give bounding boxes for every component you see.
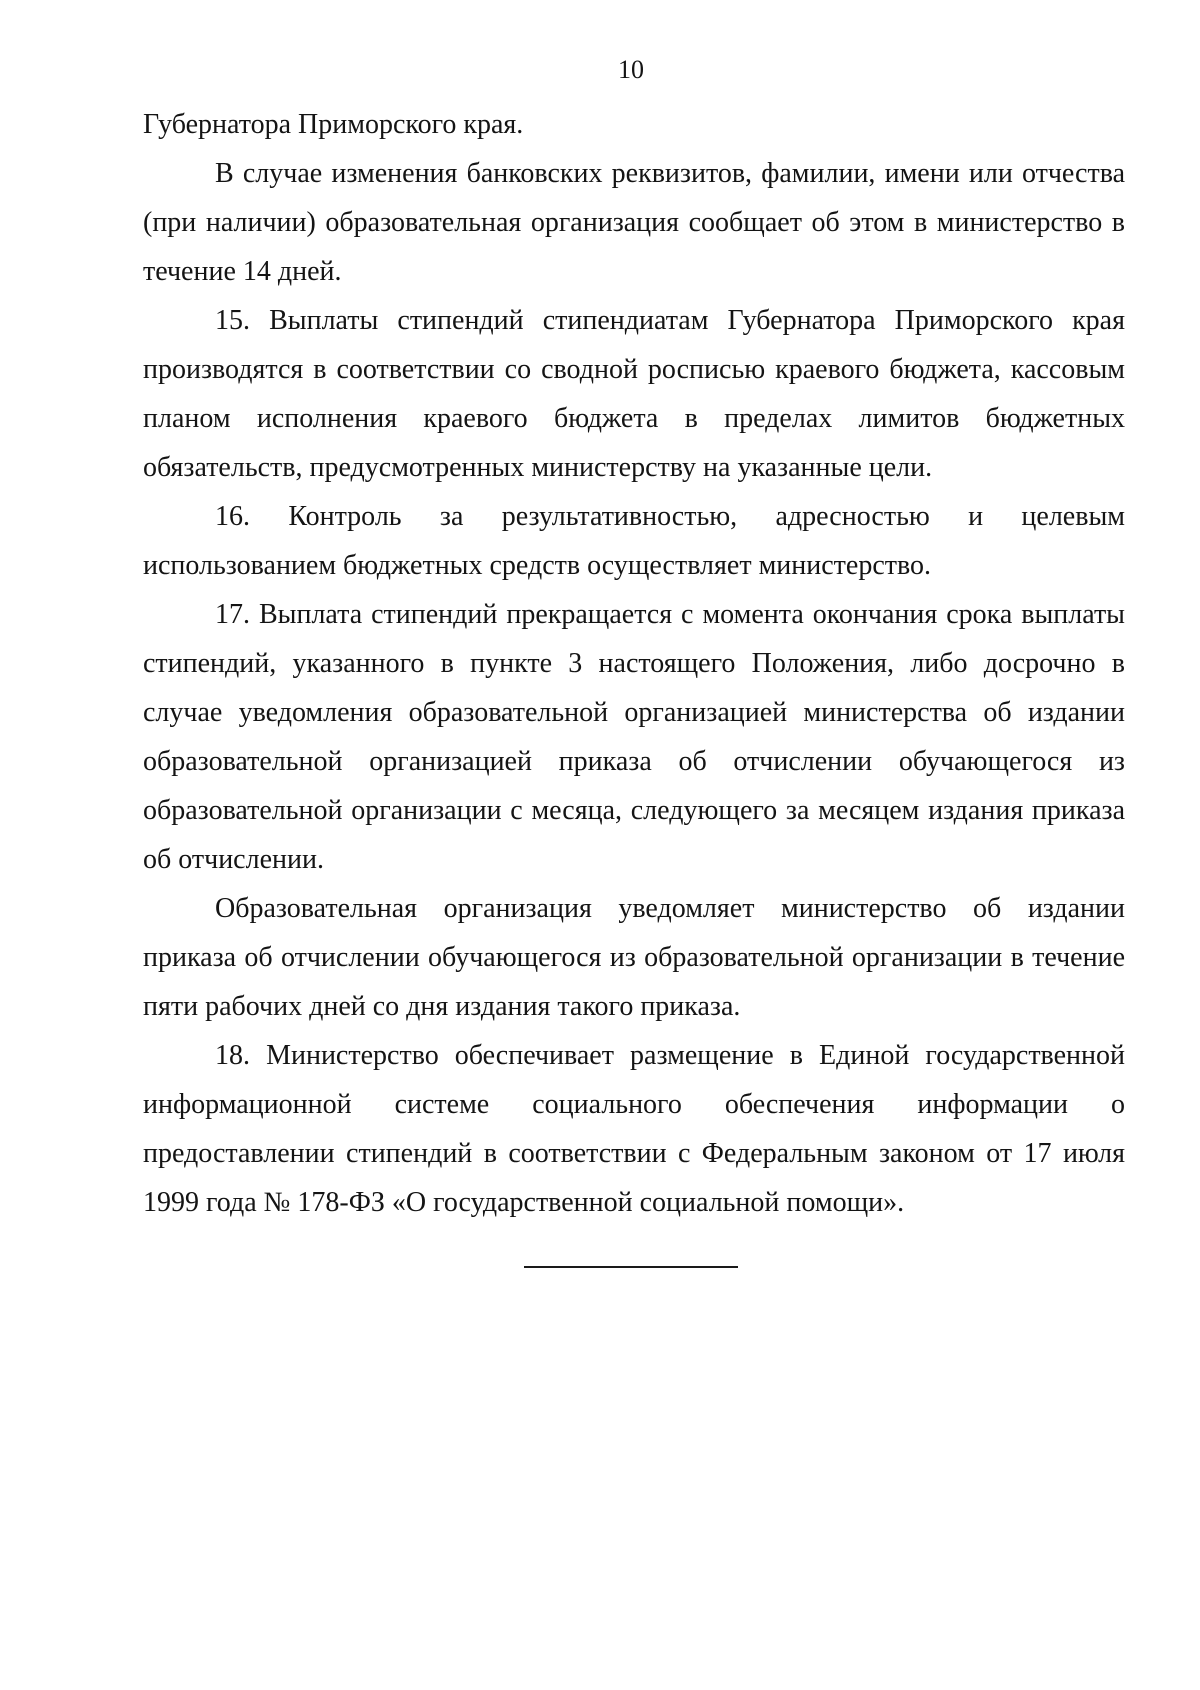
paragraph-18-egisso: 18. Министерство обеспечивает размещение в Единой государственной информационной системе социального обеспечения информации о предоставлении стипендий в соответствии с Федеральным законом от 17 июля 1999 года № 178-ФЗ «О государственной социальной помощи». [143,1040,1125,1218]
paragraph-15-payments: 15. Выплаты стипендий стипендиатам Губернатора Приморского края производятся в соответствии со сводной росписью краевого бюджета, кассовым планом исполнения краевого бюджета в пределах лимитов бюджетных обязательств, предусмотренных министерству на указанные цели. [143,305,1125,483]
paragraph-16-control: 16. Контроль за результативностью, адресностью и целевым использованием бюджетных средств осуществляет министерство. [143,501,1125,581]
document-body [143,100,1125,1227]
paragraph-bank-details-change: В случае изменения банковских реквизитов, фамилии, имени или отчества (при наличии) образовательная организация сообщает об этом в министерство в течение 14 дней. [143,158,1125,287]
page-number: 10 [618,55,644,84]
paragraph-continuation: Губернатора Приморского края. [143,109,524,140]
end-of-document-rule [524,1266,738,1268]
paragraph-notification: Образовательная организация уведомляет министерство об издании приказа об отчислении обучающегося из образовательной организации в течение пяти рабочих дней со дня издания такого приказа. [143,893,1125,1022]
paragraph-17-termination: 17. Выплата стипендий прекращается с момента окончания срока выплаты стипендий, указанного в пункте 3 настоящего Положения, либо досрочно в случае уведомления образовательной организацией министерства об издании образовательной организацией приказа об отчислении обучающегося из образовательной организации с месяца, следующего за месяцем издания приказа об отчислении. [143,599,1125,875]
